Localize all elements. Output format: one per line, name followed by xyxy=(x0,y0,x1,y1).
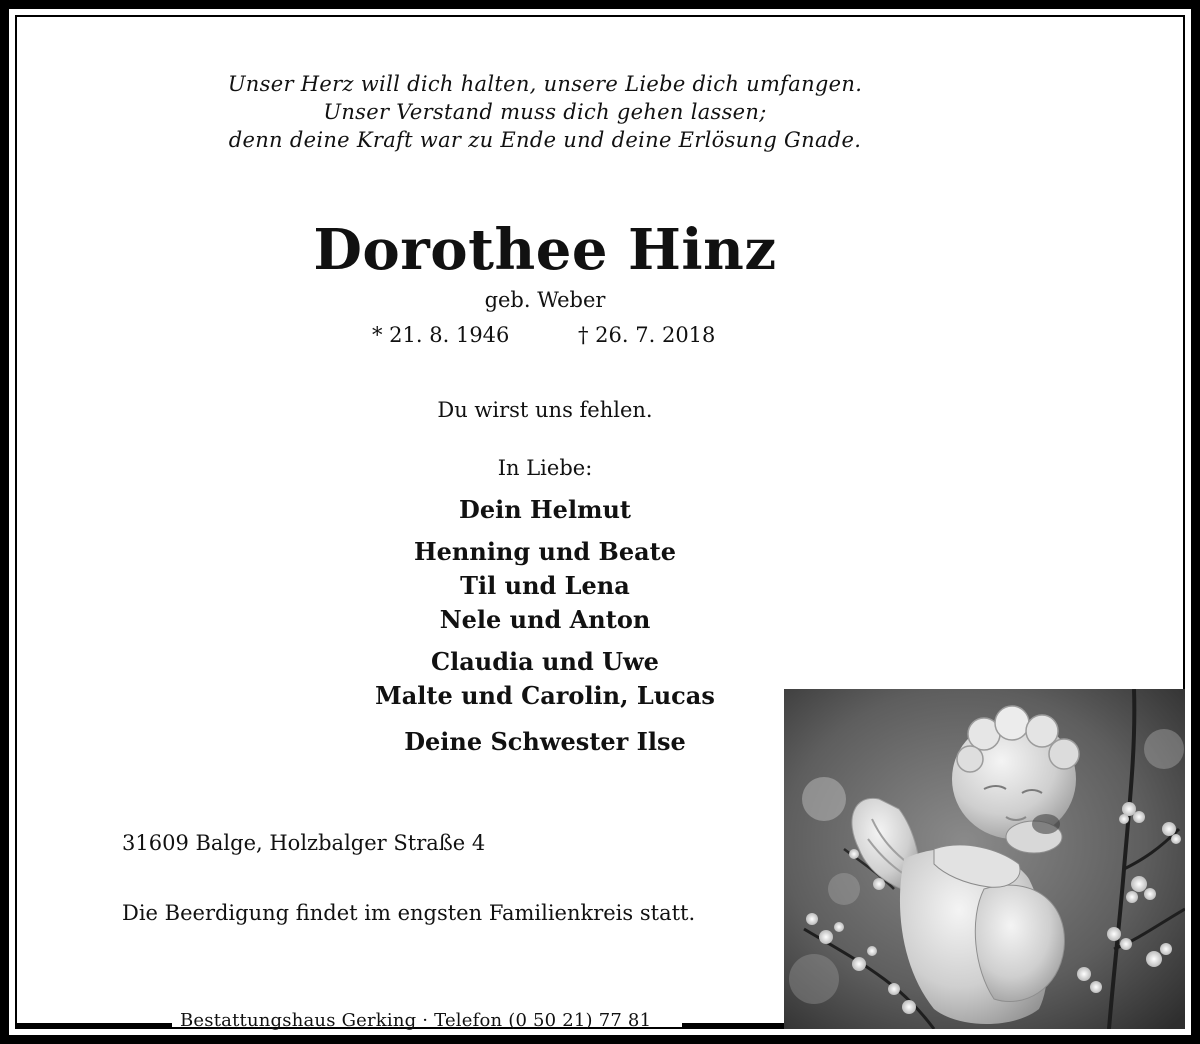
mourner-line: Til und Lena xyxy=(460,571,630,600)
birth-date: * 21. 8. 1946 xyxy=(372,323,510,347)
angel-statue-photo xyxy=(784,689,1185,1029)
mourner-line: Dein Helmut xyxy=(459,495,631,524)
mourner-line: Claudia und Uwe xyxy=(431,647,659,676)
angel-statue-illustration xyxy=(784,689,1185,1029)
mourner-line: Deine Schwester Ilse xyxy=(404,727,686,756)
poem-line: denn deine Kraft war zu Ende und deine Erlösung Gnade. xyxy=(228,128,862,152)
death-date: † 26. 7. 2018 xyxy=(578,323,716,347)
poem-line: Unser Verstand muss dich gehen lassen; xyxy=(323,100,767,124)
footer-rule-right xyxy=(682,1023,784,1027)
mourner-line: Malte und Carolin, Lucas xyxy=(375,681,715,710)
in-love-label: In Liebe: xyxy=(497,456,593,480)
funeral-note: Die Beerdigung findet im engsten Familienkreis statt. xyxy=(122,901,696,925)
address-line: 31609 Balge, Holzbalger Straße 4 xyxy=(122,831,486,855)
mourner-line: Nele und Anton xyxy=(439,605,651,634)
mourner-group-spouse xyxy=(0,493,1090,527)
farewell-text: Du wirst uns fehlen. xyxy=(437,398,653,422)
mourner-group-family-1 xyxy=(0,535,1090,637)
memorial-poem xyxy=(0,70,1090,154)
footer-rule-left xyxy=(15,1023,172,1027)
funeral-home-footer: Bestattungshaus Gerking · Telefon (0 50 21) 77 81 xyxy=(180,1010,652,1031)
poem-line: Unser Herz will dich halten, unsere Liebe dich umfangen. xyxy=(227,72,863,96)
maiden-name: geb. Weber xyxy=(484,288,606,312)
mourner-line: Henning und Beate xyxy=(413,537,677,566)
deceased-name: Dorothee Hinz xyxy=(313,217,777,283)
